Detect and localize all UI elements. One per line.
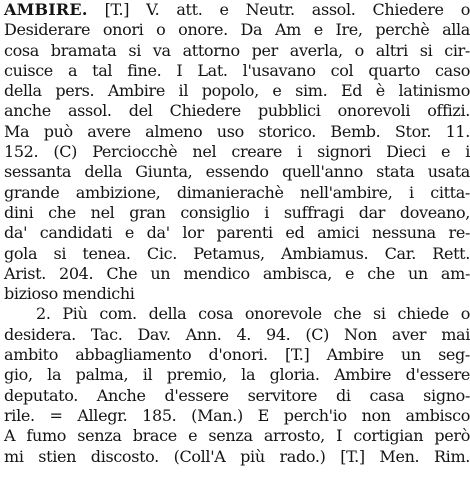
entry-line-17: desidera. Tac. Dav. Ann. 4. 94. (C) Non aver mai bbox=[4, 324, 470, 344]
entry-line-22: A fumo senza brace e senza arrosto, I cortigian però bbox=[4, 426, 470, 446]
entry-line-11: dini che nel gran consiglio i suffragi dar doveano, bbox=[4, 202, 470, 222]
entry-line-4: cuisce a tal fine. I Lat. l'usavano col quarto caso bbox=[4, 60, 470, 80]
entry-line-5: della pers. Ambire il popolo, e sim. Ed è latinismo bbox=[4, 81, 470, 101]
entry-line-15: bizioso mendichi bbox=[4, 284, 135, 304]
entry-line-13: gola si tenea. Cic. Petamus, Ambiamus. Car. Rett. bbox=[4, 243, 470, 263]
entry-line-2: Desiderare onori o onore. Da Am e Ire, perchè alla bbox=[4, 20, 470, 40]
entry-line-12: da' candidati e da' lor parenti ed amici nessuna re- bbox=[4, 223, 470, 243]
entry-line-3: cosa bramata si va attorno per averla, o altri si cir- bbox=[4, 40, 470, 60]
dictionary-entry bbox=[4, 0, 470, 467]
entry-line-6: anche assol. del Chiedere pubblici onorevoli offizi. bbox=[4, 101, 470, 121]
entry-line-14: Arist. 204. Che un mendico ambisca, e che un am- bbox=[4, 263, 470, 283]
entry-line-7: Ma può avere almeno uso storico. Bemb. Stor. 11. bbox=[4, 121, 470, 141]
entry-line-8: 152. (C) Perciocchè nel creare i signori Dieci e i bbox=[4, 142, 470, 162]
headword: AMBIRE. bbox=[4, 0, 88, 19]
entry-line-1-text: [T.] V. att. e Neutr. assol. Chiedere o bbox=[87, 0, 470, 19]
entry-line-20: deputato. Anche d'essere servitore di casa signo- bbox=[4, 385, 470, 405]
entry-line-21: rile. = Allegr. 185. (Man.) E perch'io non ambisco bbox=[4, 405, 470, 425]
entry-line-1 bbox=[4, 0, 470, 20]
entry-line-19: gio, la palma, il premio, la gloria. Ambire d'essere bbox=[4, 365, 470, 385]
entry-line-10: grande ambizione, dimanierachè nell'ambire, i citta- bbox=[4, 182, 470, 202]
entry-line-18: ambito abbagliamento d'onori. [T.] Ambire un seg- bbox=[4, 345, 470, 365]
entry-line-16: 2. Più com. della cosa onorevole che si chiede o bbox=[36, 304, 470, 324]
entry-line-9: sessanta della Giunta, essendo quell'anno stata usata bbox=[4, 162, 470, 182]
entry-line-23: mi stien discosto. (Coll'A più rado.) [T.] Men. Rim. bbox=[4, 446, 470, 466]
